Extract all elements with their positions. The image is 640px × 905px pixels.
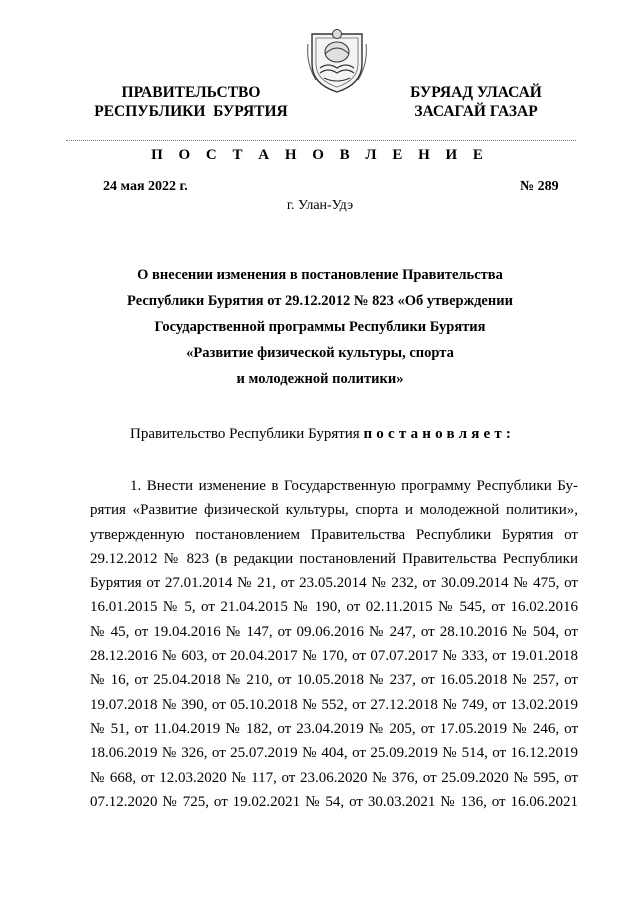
header-left-line-2: РЕСПУБЛИКИ БУРЯТИЯ	[94, 103, 288, 120]
preamble	[130, 426, 515, 443]
body-line: Бурятия от 27.01.2014 № 21, от 23.05.2014 № 232, от 30.09.2014 № 475, от	[90, 575, 578, 592]
body-line: 16.01.2015 № 5, от 21.04.2015 № 190, от 02.11.2015 № 545, от 16.02.2016	[90, 599, 578, 616]
subject-line: Республики Бурятия от 29.12.2012 № 823 «Об утверждении	[127, 293, 513, 309]
government-name-russian	[76, 83, 306, 121]
body-line: № 16, от 25.04.2018 № 210, от 10.05.2018 № 237, от 16.05.2018 № 257, от	[90, 672, 578, 689]
document-type-title: П О С Т А Н О В Л Е Н И Е	[151, 147, 489, 163]
document-number: № 289	[520, 179, 559, 194]
government-name-buryat	[396, 83, 556, 121]
document-date: 24 мая 2022 г.	[103, 179, 188, 194]
body-line: № 51, от 11.04.2019 № 182, от 23.04.2019 № 205, от 17.05.2019 № 246, от	[90, 720, 578, 737]
body-line: № 45, от 19.04.2016 № 147, от 09.06.2016 № 247, от 28.10.2016 № 504, от	[90, 623, 578, 640]
subject-line: Государственной программы Республики Бурятия	[154, 319, 486, 335]
body-line: 29.12.2012 № 823 (в редакции постановлений Правительства Республики	[90, 550, 578, 567]
body-line: 19.07.2018 № 390, от 05.10.2018 № 552, от 27.12.2018 № 749, от 13.02.2019	[90, 696, 578, 713]
body-line: утвержденную постановлением Правительства Республики Бурятия от	[90, 526, 578, 543]
document-body	[90, 474, 578, 814]
subject-line: «Развитие физической культуры, спорта	[186, 345, 454, 361]
preamble-verb: постановляет:	[363, 426, 516, 442]
header-divider	[66, 140, 576, 141]
header-right-line-1: БУРЯАД УЛАСАЙ	[410, 84, 542, 101]
subject-line: О внесении изменения в постановление Правительства	[137, 267, 503, 283]
header-right-line-2: ЗАСАГАЙ ГАЗАР	[414, 103, 538, 120]
body-line: 18.06.2019 № 326, от 25.07.2019 № 404, от 25.09.2019 № 514, от 16.12.2019	[90, 745, 578, 762]
body-line: рятия «Развитие физической культуры, спорта и молодежной политики»,	[90, 502, 578, 519]
body-line: № 668, от 12.03.2020 № 117, от 23.06.2020 № 376, от 25.09.2020 № 595, от	[90, 769, 578, 786]
preamble-text: Правительство Республики Бурятия	[130, 426, 364, 442]
coat-of-arms-emblem	[306, 24, 368, 94]
document-city: г. Улан-Удэ	[286, 198, 354, 213]
header-left-line-1: ПРАВИТЕЛЬСТВО	[121, 84, 261, 101]
body-line: 28.12.2016 № 603, от 20.04.2017 № 170, от 07.07.2017 № 333, от 19.01.2018	[90, 648, 578, 665]
body-line: 07.12.2020 № 725, от 19.02.2021 № 54, от 30.03.2021 № 136, от 16.06.2021	[90, 793, 578, 810]
subject-line: и молодежной политики»	[236, 371, 404, 387]
document-subject	[100, 262, 540, 392]
body-line: 1. Внести изменение в Государственную программу Республики Бу-	[130, 478, 578, 494]
